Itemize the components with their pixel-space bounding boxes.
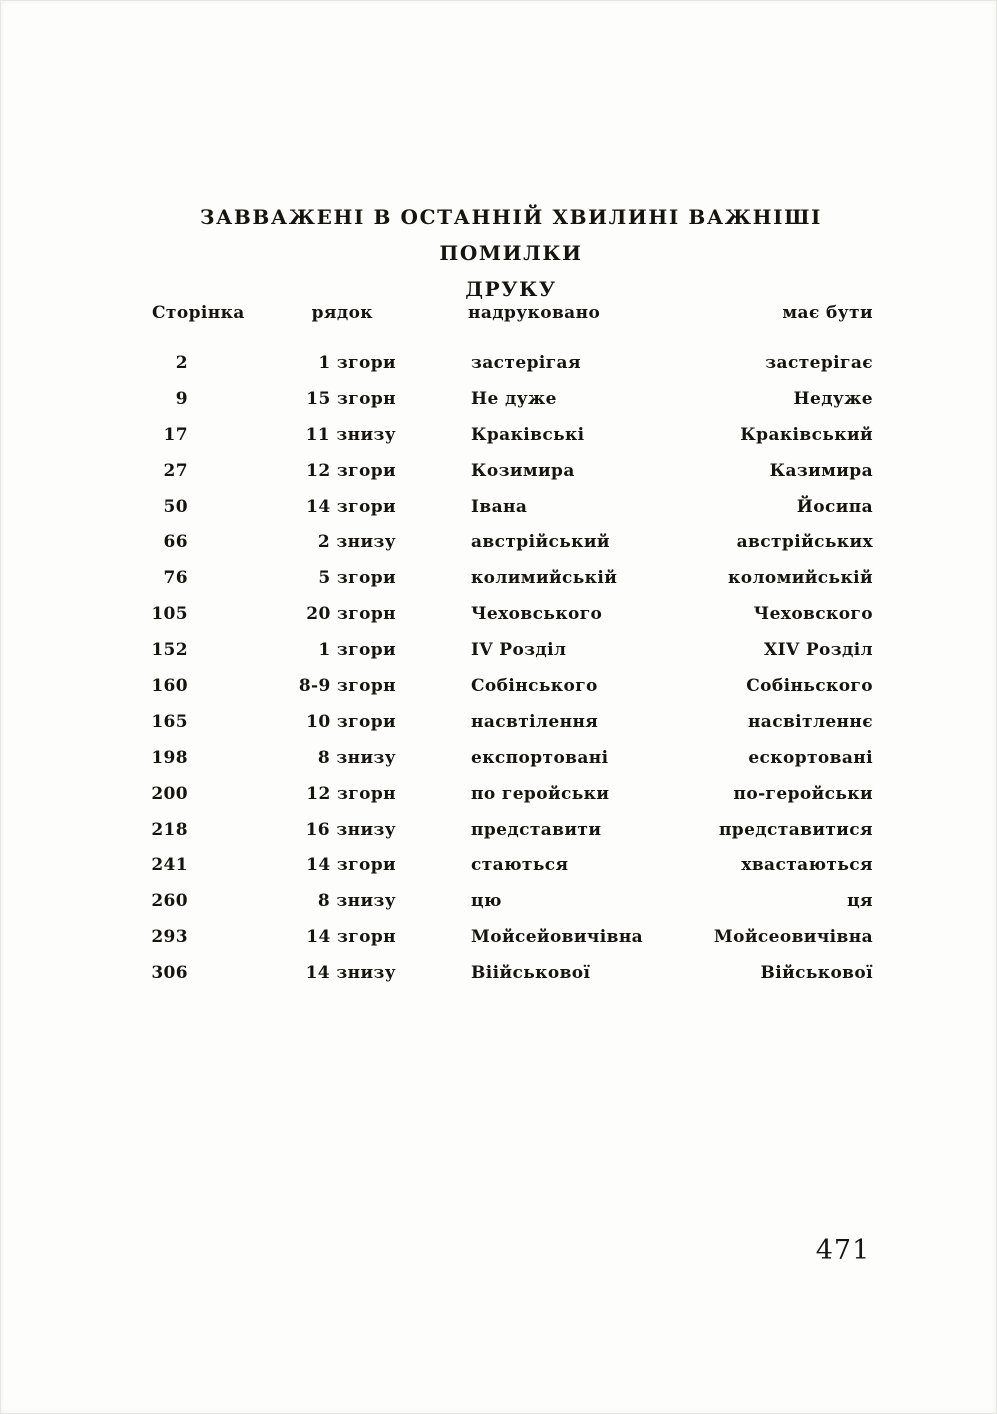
cell-correct: коломийській [728,568,873,589]
cell-printed: цю [471,891,502,912]
page-title [129,199,893,307]
cell-page: 260 [151,891,188,912]
title-line-1: ЗАВВАЖЕНІ В ОСТАННІЙ ХВИЛИНІ ВАЖНІШІ ПОМИЛКИ [199,205,822,265]
table-row [141,812,881,848]
cell-line: 5 згори [318,568,396,589]
cell-page: 160 [151,675,188,696]
table-row [141,919,881,955]
cell-printed: представити [471,819,602,840]
cell-correct: австрійських [736,532,873,553]
title-line-2: ДРУКУ [465,277,557,301]
cell-printed: IV Розділ [471,640,567,661]
cell-correct: Недуже [793,388,873,409]
table-row [141,740,881,776]
column-header-correct: має бути [782,303,873,323]
cell-page: 293 [151,927,188,948]
table-row [141,883,881,919]
cell-line: 16 знизу [305,819,396,840]
cell-line: 1 згори [318,352,396,373]
cell-correct: застерігає [765,352,873,373]
cell-correct: Чеховского [753,604,873,625]
errata-rows [141,345,881,991]
cell-page: 218 [151,819,188,840]
cell-page: 50 [163,496,188,517]
page-number: 471 [815,1235,871,1266]
cell-printed: Козимира [471,460,575,481]
cell-page: 200 [151,783,188,804]
cell-printed: Мойсейовичівна [471,927,644,948]
column-header-page: Сторінка [152,303,245,323]
cell-printed: застерігая [471,352,581,373]
cell-correct: Казимира [769,460,873,481]
cell-page: 66 [163,532,188,553]
cell-line: 15 згорн [306,388,396,409]
cell-line: 10 згори [306,711,396,732]
table-row [141,955,881,991]
cell-printed: стаються [471,855,569,876]
cell-line: 14 згорн [306,927,396,948]
cell-correct: ескортовані [748,747,873,768]
cell-line: 12 згорн [306,783,396,804]
table-row [141,345,881,381]
cell-line: 12 згори [306,460,396,481]
cell-page: 241 [151,855,188,876]
cell-printed: по геройськи [471,783,610,804]
table-row [141,847,881,883]
cell-printed: австрійський [471,532,610,553]
cell-page: 27 [163,460,188,481]
cell-correct: Військової [760,963,873,984]
cell-page: 9 [175,388,188,409]
cell-printed: колимийській [471,568,618,589]
cell-page: 306 [151,963,188,984]
table-row [141,381,881,417]
table-row [141,632,881,668]
cell-correct: XIV Розділ [764,640,873,661]
cell-printed: насвтілення [471,711,599,732]
cell-line: 11 знизу [305,424,396,445]
cell-page: 198 [151,747,188,768]
table-row [141,704,881,740]
cell-page: 152 [151,640,188,661]
table-row [141,776,881,812]
cell-line: 14 згори [306,496,396,517]
table-header [141,303,881,323]
cell-line: 1 згори [318,640,396,661]
table-row [141,668,881,704]
cell-printed: експортовані [471,747,609,768]
cell-line: 8-9 згорн [298,675,396,696]
cell-page: 76 [163,568,188,589]
cell-correct: хвастаються [741,855,873,876]
cell-line: 8 знизу [317,891,396,912]
cell-correct: представитися [718,819,873,840]
cell-correct: Мойсеовичівна [713,927,873,948]
cell-correct: Йосипа [796,496,873,517]
cell-printed: Не дуже [471,388,557,409]
table-row [141,417,881,453]
cell-line: 20 згорн [306,604,396,625]
cell-printed: Собінського [471,675,598,696]
table-row [141,560,881,596]
cell-printed: Віійськової [471,963,591,984]
cell-printed: Краківські [471,424,585,445]
cell-page: 165 [151,711,188,732]
cell-line: 14 згори [306,855,396,876]
cell-printed: Івана [471,496,528,517]
cell-correct: по-геройськи [733,783,873,804]
column-header-line: рядок [311,303,373,323]
cell-page: 105 [151,604,188,625]
cell-correct: Краківський [740,424,873,445]
cell-correct: насвітленнє [747,711,873,732]
cell-printed: Чеховського [471,604,603,625]
cell-line: 2 знизу [317,532,396,553]
cell-correct: Собіньского [746,675,873,696]
cell-page: 2 [175,352,188,373]
table-row [141,453,881,489]
cell-line: 8 знизу [317,747,396,768]
table-row [141,596,881,632]
cell-correct: ця [847,891,873,912]
column-header-printed: надруковано [468,303,601,323]
cell-page: 17 [163,424,188,445]
table-row [141,524,881,560]
cell-line: 14 знизу [305,963,396,984]
table-row [141,489,881,525]
